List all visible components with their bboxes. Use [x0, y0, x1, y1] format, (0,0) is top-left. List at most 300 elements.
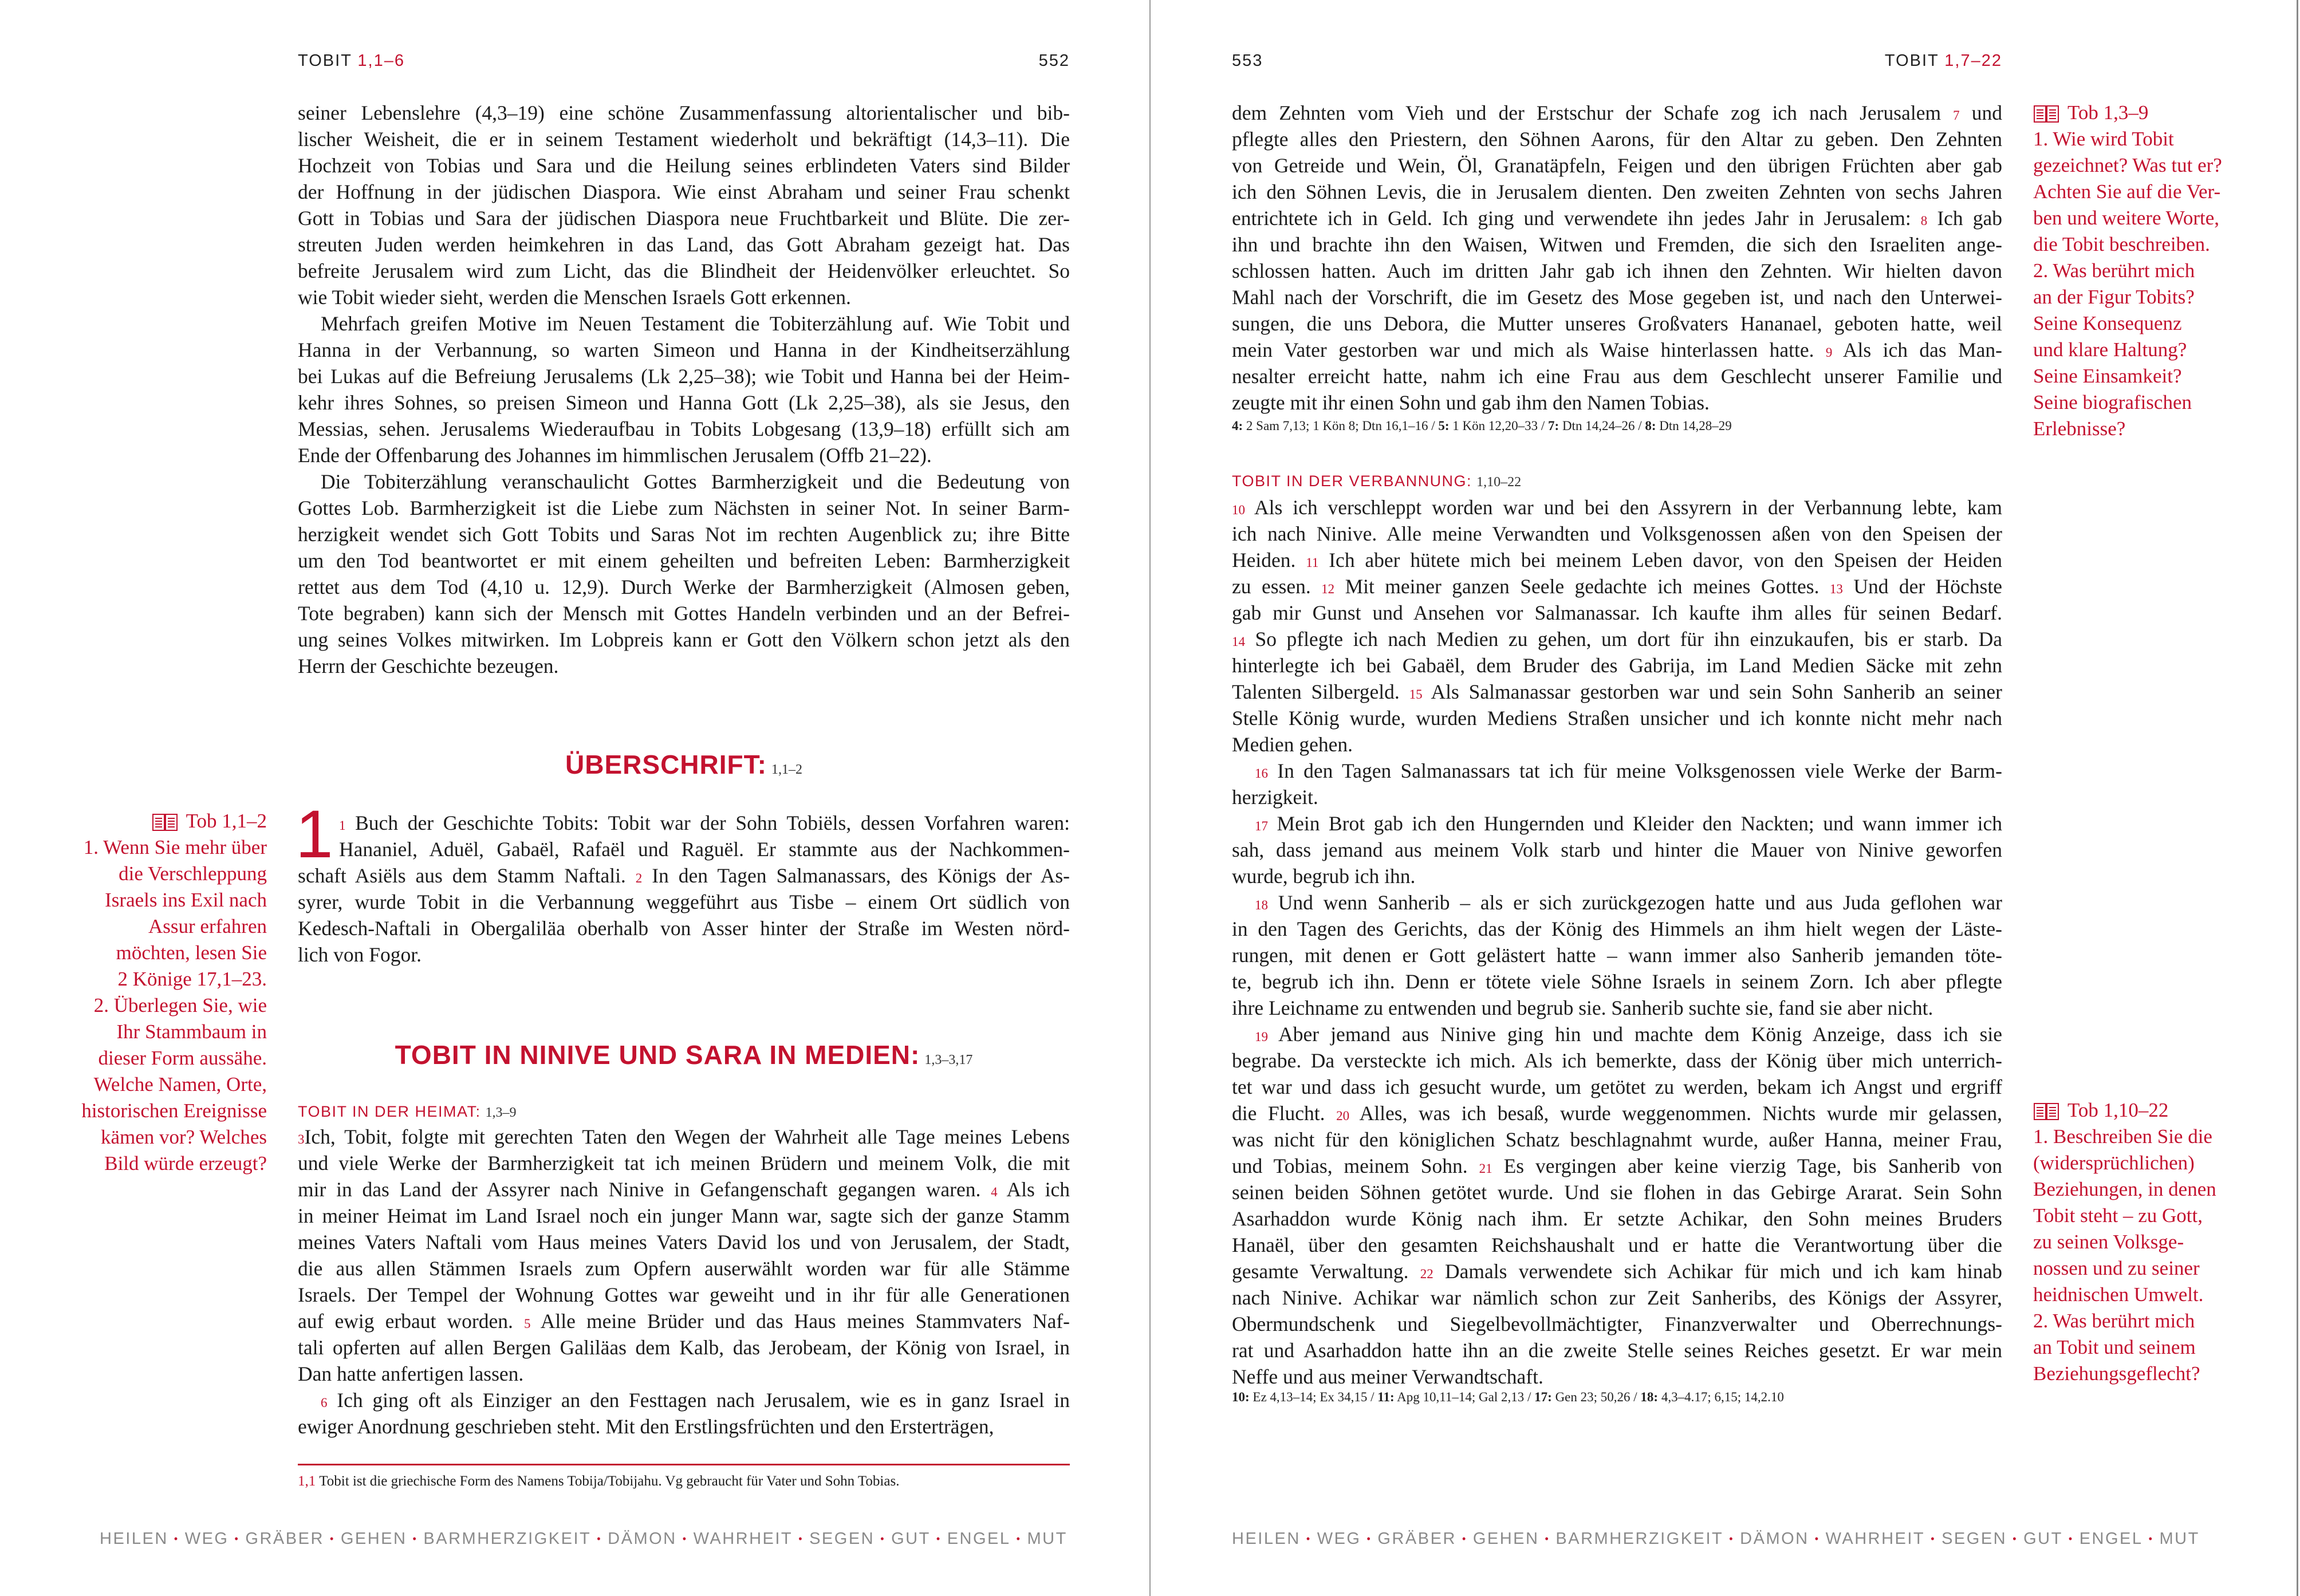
- book-title: TOBIT: [298, 52, 352, 70]
- line-text: lich von Fogor.: [298, 943, 422, 966]
- line-text: seinen beiden Söhnen getötet wurde. Und sie flohen in das Gebirge Ararat. Sein Sohn: [1232, 1181, 2002, 1204]
- line-text: zu essen.: [1232, 575, 1322, 598]
- sidebar-reference: [2033, 100, 2285, 126]
- footnote-divider: [298, 1464, 1070, 1465]
- text-line: [298, 1361, 1070, 1387]
- chapter-range: 1,1–6: [357, 52, 405, 70]
- verse-number: 2: [635, 871, 643, 885]
- text-line: [298, 547, 1070, 574]
- footer-keyword: WEG: [184, 1529, 229, 1548]
- text-line: [1232, 1284, 2002, 1311]
- line-text: Israels. Der Tempel der Wohnung Gottes war geweiht und in ihr für alle Generationen: [298, 1283, 1070, 1306]
- heading-title: ÜBERSCHRIFT:: [565, 750, 767, 779]
- text-line: [298, 126, 1070, 152]
- text-line: [298, 941, 1070, 968]
- text-line: [298, 442, 1070, 468]
- text-line: [1232, 1074, 2002, 1100]
- keyword-footer: [100, 1527, 1068, 1550]
- sidebar-question-line: Israels ins Exil nach: [105, 889, 267, 911]
- verse-number: 8: [1920, 214, 1928, 228]
- text-line: [1232, 863, 2002, 889]
- footer-keyword: HEILEN: [100, 1529, 168, 1548]
- verse-text: [1232, 494, 2002, 1390]
- text-line: [298, 1150, 1070, 1176]
- separator-dot: •: [174, 1532, 179, 1544]
- footer-keyword: HEILEN: [1232, 1529, 1301, 1548]
- text-line: [298, 653, 1070, 679]
- separator-dot: •: [1366, 1532, 1372, 1544]
- sidebar-question-line: Beziehungsgeflecht?: [2033, 1362, 2200, 1385]
- text-line: [298, 810, 1070, 836]
- line-text: Hochzeit von Tobias und Sara und die Heilung seines erblindeten Vaters sind Bilder: [298, 154, 1070, 177]
- ref-verse-label: 7:: [1548, 419, 1559, 433]
- text-line: [298, 1334, 1070, 1361]
- line-text: von Getreide und Wein, Öl, Granatäpfeln, Feigen und den übrigen Früchten aber gab: [1232, 154, 2002, 177]
- text-line: [298, 468, 1070, 495]
- text-line: [298, 231, 1070, 258]
- subheading: [298, 1100, 517, 1124]
- sidebar-question-line: Seine Konsequenz: [2033, 312, 2182, 334]
- line-text: In den Tagen Salmanassars, des Königs der As-: [642, 864, 1070, 887]
- sidebar-question-line: 2. Was berührt mich: [2033, 1310, 2195, 1332]
- line-text: gesamte Verwaltung.: [1232, 1260, 1420, 1283]
- text-line: [1232, 205, 2002, 231]
- sidebar-question-line: 1. Wenn Sie mehr über: [83, 836, 267, 858]
- sidebar-reference: [34, 808, 267, 834]
- text-line: [298, 258, 1070, 284]
- separator-dot: •: [234, 1532, 240, 1544]
- separator-dot: •: [597, 1532, 602, 1544]
- text-line: [1232, 968, 2002, 995]
- verse-number: 5: [524, 1317, 531, 1331]
- line-text: Tote begraben) kann sich der Mensch mit Gottes Handeln verbinden und an der Befrei-: [298, 602, 1070, 625]
- separator-dot: •: [329, 1532, 335, 1544]
- separator-dot: •: [1306, 1532, 1312, 1544]
- sidebar-question-line: an Tobit und seinem: [2033, 1336, 2196, 1358]
- line-text: wie Tobit wieder sieht, werden die Menschen Israels Gott erkennen.: [298, 286, 851, 309]
- line-text: syrer, wurde Tobit in die Verbannung weggeführt aus Tisbe – einem Ort südlich von: [298, 890, 1070, 913]
- open-book-icon: [2033, 104, 2059, 122]
- line-text: lischer Weisheit, die er in seinem Testament wiederholt und bekräftigt (14,3–11). Die: [298, 128, 1070, 151]
- text-line: [298, 862, 1070, 889]
- verse-number: 4: [991, 1185, 998, 1199]
- line-text: Gott in Tobias und Sara der jüdischen Diaspora neue Fruchtbarkeit und Blüte. Die zer-: [298, 207, 1070, 230]
- separator-dot: •: [682, 1532, 688, 1544]
- line-text: Hanaël, über den gesamten Reichshaushalt und er hatte die Verantwortung über die: [1232, 1234, 2002, 1256]
- sidebar-question-line: dieser Form aussähe.: [98, 1047, 267, 1069]
- text-line: [1232, 837, 2002, 863]
- line-text: te, begrub ich ihn. Denn er tötete viele Söhne Israels in seinem Zorn. Ich aber pflegte: [1232, 970, 2002, 993]
- text-line: [1232, 231, 2002, 258]
- line-text: Mein Brot gab ich den Hungernden und Kleider den Nackten; und wann immer ich: [1268, 812, 2002, 835]
- line-text: Ich aber hütete mich bei meinem Leben davor, von den Speisen der Heiden: [1318, 549, 2002, 572]
- text-line: [298, 1308, 1070, 1334]
- verse-number: 10: [1232, 503, 1245, 517]
- text-line: [1232, 1021, 2002, 1047]
- ref-text: 4,3–4.17; 6,15; 14,2.10: [1658, 1390, 1784, 1404]
- footer-keyword: GEHEN: [1472, 1529, 1539, 1548]
- verse-number: 9: [1825, 345, 1833, 360]
- line-text: und viele Werke der Barmherzigkeit tat ich meinen Brüdern und meinem Volk, die mit: [298, 1152, 1070, 1175]
- bible-reference: Tob 1,10–22: [2067, 1099, 2169, 1121]
- sidebar-question-line: Achten Sie auf die Ver-: [2033, 180, 2221, 203]
- text-line: [298, 1387, 1070, 1413]
- sidebar-question-line: gezeichnet? Was tut er?: [2033, 154, 2222, 176]
- text-line: [1232, 1232, 2002, 1258]
- text-line: [1232, 679, 2002, 705]
- line-text: mein Vater gestorben war und mich als Waise hinterlassen hatte.: [1232, 338, 1826, 361]
- line-text: rungen, mit denen er Gott gelästert hatte – wann immer also Sanherib jemanden töte-: [1232, 944, 2002, 967]
- sidebar-question-line: Beziehungen, in denen: [2033, 1178, 2216, 1200]
- text-line: [298, 521, 1070, 547]
- footer-keyword: BARMHERZIGKEIT: [423, 1529, 592, 1548]
- line-text: begrabe. Da versteckte ich mich. Als ich bemerkte, dass der König über mich unterrich-: [1232, 1049, 2002, 1072]
- text-line: [298, 310, 1070, 337]
- line-text: Buch der Geschichte Tobits: Tobit war der Sohn Tobiëls, dessen Vorfahren waren:: [345, 811, 1070, 834]
- text-line: [298, 337, 1070, 363]
- line-text: in den Tagen des Gerichts, das der König des Himmels an ihm hielt wegen der Läste-: [1232, 917, 2002, 940]
- ref-verse-label: 17:: [1534, 1390, 1552, 1404]
- page-gutter: [1149, 0, 1151, 1596]
- line-text: Es vergingen aber keine vierzig Tage, bis Sanherib von: [1492, 1154, 2002, 1177]
- sidebar-question-line: Bild würde erzeugt?: [104, 1152, 267, 1175]
- running-head-right: [1775, 49, 2002, 72]
- text-line: [298, 179, 1070, 205]
- ref-text: Apg 10,11–14; Gal 2,13 /: [1394, 1390, 1535, 1404]
- line-text: ihn und brachte ihn den Waisen, Witwen und Fremden, die sich den Israeliten ange-: [1232, 233, 2002, 256]
- text-line: [1232, 363, 2002, 389]
- text-line: [1232, 600, 2002, 626]
- line-text: ich nach Ninive. Alle meine Verwandten und Volksgenossen aßen von den Speisen der: [1232, 522, 2002, 545]
- subheading-title: TOBIT IN DER VERBANNUNG:: [1232, 472, 1472, 490]
- separator-dot: •: [2068, 1532, 2074, 1544]
- line-text: wurde, begrub ich ihn.: [1232, 865, 1416, 888]
- line-text: und Tobias, meinem Sohn.: [1232, 1154, 1479, 1177]
- footer-keyword: MUT: [1027, 1529, 1068, 1548]
- line-text: Obermundschenk und Siegelbevollmächtigter, Finanzverwalter und Oberrechnungs-: [1232, 1313, 2002, 1335]
- sidebar-question-line: möchten, lesen Sie: [116, 941, 267, 964]
- line-text: Damals verwendete sich Achikar für mich und ich kam hinab: [1433, 1260, 2002, 1283]
- text-line: [298, 205, 1070, 231]
- line-text: Gottes Lob. Barmherzigkeit ist die Liebe zum Nächsten in seiner Not. In seiner Barm-: [298, 496, 1070, 519]
- cross-references: [1232, 417, 1732, 435]
- text-line: [1232, 810, 2002, 837]
- line-text: ihre Leichname zu entwenden und begrub sie. Sanherib suchte sie, fand sie aber nicht.: [1232, 996, 1933, 1019]
- text-line: [1232, 152, 2002, 179]
- separator-dot: •: [798, 1532, 804, 1544]
- line-text: rettet aus dem Tod (4,10 u. 12,9). Durch Werke der Barmherzigkeit (Almosen geben,: [298, 576, 1070, 598]
- line-text: befreite Jerusalem wird zum Licht, das die Blindheit der Heidenvölker erleuchtet. So: [298, 259, 1070, 282]
- verse-number: 11: [1306, 555, 1319, 570]
- ref-verse-label: 5:: [1438, 419, 1450, 433]
- verse-number: 16: [1255, 766, 1268, 781]
- text-line: [298, 889, 1070, 915]
- verse-number: 14: [1232, 635, 1245, 649]
- line-text: sungen, die uns Debora, die Mutter unseres Großvaters Hananael, geboten hatte, weil: [1232, 312, 2002, 335]
- open-book-icon: [152, 812, 178, 830]
- verse-number: 15: [1409, 687, 1423, 702]
- line-text: die aus allen Stämmen Israels zum Opfern auserwählt worden war für alle Stämme: [298, 1257, 1070, 1280]
- verse-number: 22: [1420, 1267, 1433, 1281]
- ref-text: Ez 4,13–14; Ex 34,15 /: [1249, 1390, 1378, 1404]
- sidebar-question-line: historischen Ereignisse: [81, 1100, 267, 1122]
- text-line: [1232, 1047, 2002, 1074]
- text-line: [1232, 1337, 2002, 1364]
- text-line: [1232, 100, 2002, 126]
- bible-reference: Tob 1,3–9: [2067, 101, 2149, 124]
- sidebar-question-line: kämen vor? Welches: [100, 1126, 267, 1148]
- text-line: [1232, 547, 2002, 573]
- sidebar-question-line: Erlebnisse?: [2033, 417, 2126, 440]
- separator-dot: •: [1729, 1532, 1735, 1544]
- text-line: [298, 600, 1070, 626]
- text-line: [1232, 521, 2002, 547]
- footer-keyword: ENGEL: [2079, 1529, 2143, 1548]
- introduction-text: [298, 100, 1070, 679]
- verse-text: [1232, 100, 2002, 416]
- footer-keyword: WAHRHEIT: [1825, 1529, 1925, 1548]
- text-line: [298, 495, 1070, 521]
- footer-keyword: DÄMON: [608, 1529, 677, 1548]
- ref-verse-label: 4:: [1232, 419, 1243, 433]
- line-text: Kedesch-Naftali in Obergaliläa oberhalb von Asser hinter der Straße im Westen nörd-: [298, 917, 1070, 940]
- text-line: [298, 1229, 1070, 1255]
- text-line: [1232, 1205, 2002, 1232]
- line-text: Und wenn Sanherib – als er sich zurückgezogen hatte und aus Juda geflohen war: [1268, 891, 2002, 914]
- subheading: [1232, 470, 1521, 494]
- footer-keyword: GRÄBER: [1377, 1529, 1456, 1548]
- study-sidebar: [34, 808, 267, 1177]
- line-text: was nicht für den königlichen Schatz beschlagnahmt wurde, außer Hanna, meiner Frau,: [1232, 1128, 2002, 1151]
- text-line: [298, 100, 1070, 126]
- text-line: [1232, 1179, 2002, 1205]
- line-text: Und der Höchste: [1842, 575, 2002, 598]
- heading-ref: 1,3–3,17: [924, 1053, 973, 1067]
- verse-number: 13: [1829, 582, 1843, 596]
- text-line: [298, 1124, 1070, 1150]
- line-text: tali opferten auf allen Bergen Galiläas dem Kalb, das Jerobeam, der König von Israel, in: [298, 1336, 1070, 1359]
- line-text: entrichtete ich in Geld. Ich ging und verwendete ihn jedes Jahr in Jerusalem:: [1232, 207, 1921, 230]
- text-line: [298, 152, 1070, 179]
- text-line: [1232, 389, 2002, 416]
- sidebar-question-line: 2. Was berührt mich: [2033, 259, 2195, 282]
- footnote: [298, 1472, 899, 1491]
- sidebar-question-line: Seine biografischen: [2033, 391, 2192, 413]
- study-sidebar: [2033, 100, 2285, 442]
- separator-dot: •: [1931, 1532, 1936, 1544]
- verse-number: 7: [1953, 108, 1960, 123]
- text-line: [1232, 494, 2002, 521]
- sidebar-question-line: 1. Wie wird Tobit: [2033, 128, 2174, 150]
- footer-keyword: GRÄBER: [245, 1529, 324, 1548]
- footer-keyword: DÄMON: [1740, 1529, 1809, 1548]
- text-line: [1232, 784, 2002, 810]
- text-line: [1232, 758, 2002, 784]
- text-line: [1232, 889, 2002, 916]
- subheading-ref: 1,3–9: [485, 1105, 517, 1120]
- line-text: Asarhaddon wurde König nach ihm. Er setzte Achikar, den Sohn meines Bruders: [1232, 1207, 2002, 1230]
- ref-verse-label: 10:: [1232, 1390, 1250, 1404]
- running-head-left: [298, 49, 405, 72]
- line-text: rat und Asarhaddon hatte ihn an die zweite Stelle seines Reiches gesetzt. Er war mein: [1232, 1339, 2002, 1362]
- sidebar-question-line: Welche Namen, Orte,: [93, 1073, 267, 1095]
- verse-number: 17: [1255, 819, 1268, 833]
- separator-dot: •: [1545, 1532, 1550, 1544]
- heading-ref: 1,1–2: [771, 762, 802, 777]
- line-text: In den Tagen Salmanassars tat ich für meine Volksgenossen viele Werke der Barm-: [1268, 759, 2002, 782]
- line-text: Ich, Tobit, folgte mit gerechten Taten den Wegen der Wahrheit alle Tage meines Lebens: [304, 1125, 1070, 1148]
- text-line: [1232, 258, 2002, 284]
- chapter-number: 1: [296, 797, 333, 872]
- line-text: ich den Söhnen Levis, die in Jerusalem dienten. Den zweiten Zehnten von sechs Jahren: [1232, 180, 2002, 203]
- sidebar-question-line: Assur erfahren: [148, 915, 267, 937]
- line-text: gab mir Gunst und Ansehen vor Salmanassar. Ich kaufte ihm alles für seinen Bedarf.: [1232, 601, 2002, 624]
- section-heading: [298, 749, 1070, 780]
- line-text: herzigkeit.: [1232, 786, 1318, 809]
- footer-keyword: SEGEN: [1941, 1529, 2007, 1548]
- line-text: schlossen hatten. Auch im dritten Jahr gab ich ihnen den Zehnten. Wir hielten davon: [1232, 259, 2002, 282]
- line-text: zeugte mit ihr einen Sohn und gab ihm den Namen Tobias.: [1232, 391, 1710, 414]
- line-text: um den Tod beantwortet er mit einem geheilten und befreiten Leben: Barmherzigkeit: [298, 549, 1070, 572]
- line-text: dem Zehnten vom Vieh und der Erstschur der Schafe zog ich nach Jerusalem: [1232, 101, 1954, 124]
- sidebar-question-line: 2 Könige 17,1–23.: [117, 968, 267, 990]
- text-line: [1232, 916, 2002, 942]
- sidebar-question-line: die Verschleppung: [119, 862, 267, 885]
- sidebar-question-line: Ihr Stammbaum in: [116, 1020, 267, 1043]
- separator-dot: •: [880, 1532, 885, 1544]
- text-line: [298, 574, 1070, 600]
- separator-dot: •: [412, 1532, 418, 1544]
- text-line: [298, 915, 1070, 941]
- cross-references: [1232, 1388, 1784, 1406]
- line-text: in meiner Heimat im Land Israel noch ein junger Mann war, sagte sich der ganze Stamm: [298, 1204, 1070, 1227]
- heading-title: TOBIT IN NINIVE UND SARA IN MEDIEN:: [395, 1040, 920, 1070]
- line-text: tet war und dass ich gesucht wurde, um getötet zu werden, bekam ich Angst und ergriff: [1232, 1075, 2002, 1098]
- book-title: TOBIT: [1884, 52, 1939, 70]
- line-text: herzigkeit wendet sich Gott Tobits und Saras Not im rechten Augenblick zu; ihre Bitte: [298, 523, 1070, 546]
- line-text: schaft Asiëls aus dem Stamm Naftali.: [298, 864, 636, 887]
- line-text: Herrn der Geschichte bezeugen.: [298, 655, 559, 677]
- text-line: [1232, 652, 2002, 679]
- line-text: sah, dass jemand aus meinem Volk starb und hinter die Mauer von Ninive geworfen: [1232, 838, 2002, 861]
- line-text: Mahl nach der Vorschrift, die im Gesetz des Mose gegeben ist, und nach den Unterwei-: [1232, 286, 2002, 309]
- text-line: [298, 1282, 1070, 1308]
- sidebar-question-line: heidnischen Umwelt.: [2033, 1283, 2204, 1306]
- text-line: [1232, 1126, 2002, 1153]
- line-text: Dan hatte anfertigen lassen.: [298, 1362, 524, 1385]
- line-text: und: [1959, 101, 2002, 124]
- separator-dot: •: [1016, 1532, 1022, 1544]
- verse-text: [298, 1124, 1070, 1440]
- open-book-icon: [2033, 1101, 2059, 1120]
- line-text: Talenten Silbergeld.: [1232, 680, 1409, 703]
- line-text: Hananiel, Aduël, Gabaël, Rafaël und Raguël. Er stammte aus der Nachkommen-: [339, 838, 1070, 861]
- sidebar-reference: [2033, 1097, 2285, 1124]
- line-text: bei Lukas auf die Befreiung Jerusalems (Lk 2,25–38); wie Tobit und Hanna bei der Heim-: [298, 365, 1070, 388]
- sidebar-question-line: 2. Überlegen Sie, wie: [93, 994, 267, 1016]
- text-line: [298, 1413, 1070, 1440]
- text-line: [298, 363, 1070, 389]
- text-line: [298, 416, 1070, 442]
- ref-text: Dtn 14,28–29: [1656, 419, 1732, 433]
- verse-number: 21: [1479, 1161, 1492, 1176]
- verse-number: 6: [321, 1396, 328, 1410]
- line-text: meines Vaters Naftali vom Haus meines Vaters David los und von Jerusalem, der Stadt,: [298, 1231, 1070, 1254]
- sidebar-question-line: Tobit steht – zu Gott,: [2033, 1204, 2203, 1227]
- text-line: [1232, 573, 2002, 600]
- line-text: Heiden.: [1232, 549, 1306, 572]
- line-text: der Hoffnung in der jüdischen Diaspora. Wie einst Abraham und seiner Frau schenkt: [298, 180, 1070, 203]
- sidebar-question-line: 1. Beschreiben Sie die: [2033, 1125, 2212, 1148]
- chapter-range: 1,7–22: [1944, 52, 2002, 70]
- line-text: pflegte alles den Priestern, den Söhnen Aarons, für den Altar zu geben. Den Zehnten: [1232, 128, 2002, 151]
- text-line: [298, 389, 1070, 416]
- subheading-ref: 1,10–22: [1476, 475, 1522, 490]
- line-text: Ende der Offenbarung des Johannes im himmlischen Jerusalem (Offb 21–22).: [298, 444, 932, 467]
- line-text: die Flucht.: [1232, 1102, 1337, 1125]
- line-text: Hanna in der Verbannung, so warten Simeon und Hanna in der Kindheitserzählung: [298, 338, 1070, 361]
- line-text: So pflegte ich nach Medien zu gehen, um dort für ihn einzukaufen, bis er starb. Da: [1245, 628, 2002, 651]
- text-line: [1232, 1100, 2002, 1126]
- line-text: ung seines Volkes mitwirken. Im Lobpreis kann er Gott den Völkern schon jetzt als den: [298, 628, 1070, 651]
- line-text: Ich gab: [1927, 207, 2002, 230]
- page-number: 552: [1038, 52, 1070, 70]
- sidebar-question-line: an der Figur Tobits?: [2033, 286, 2195, 308]
- footer-keyword: GUT: [891, 1529, 931, 1548]
- sidebar-question-line: (widersprüchlichen): [2033, 1152, 2195, 1174]
- separator-dot: •: [1462, 1532, 1467, 1544]
- ref-verse-label: 11:: [1377, 1390, 1395, 1404]
- separator-dot: •: [936, 1532, 942, 1544]
- verse-number: 18: [1255, 898, 1268, 912]
- ref-verse-label: 18:: [1640, 1390, 1659, 1404]
- separator-dot: •: [2148, 1532, 2154, 1544]
- line-text: Neffe und aus meiner Verwandtschaft.: [1232, 1365, 1543, 1388]
- footer-keyword: ENGEL: [947, 1529, 1011, 1548]
- ref-text: Gen 23; 50,26 /: [1551, 1390, 1641, 1404]
- footnote-ref: 1,1: [298, 1473, 316, 1489]
- ref-verse-label: 8:: [1645, 419, 1656, 433]
- text-line: [1232, 1311, 2002, 1337]
- line-text: Alle meine Brüder und das Haus meines Stammvaters Naf-: [530, 1310, 1070, 1333]
- subheading-title: TOBIT IN DER HEIMAT:: [298, 1103, 481, 1120]
- ref-text: 2 Sam 7,13; 1 Kön 8; Dtn 16,1–16 /: [1243, 419, 1439, 433]
- line-text: Als ich das Man-: [1832, 338, 2002, 361]
- text-line: [1232, 337, 2002, 363]
- line-text: Alles, was ich besaß, wurde weggenommen. Nichts wurde mir gelassen,: [1349, 1102, 2002, 1125]
- line-text: hinterlegte ich bei Gabaël, dem Bruder des Gabrija, im Land Medien Säcke mit zehn: [1232, 654, 2002, 677]
- sidebar-question-line: ben und weitere Worte,: [2033, 207, 2220, 229]
- text-line: [1232, 995, 2002, 1021]
- text-line: [1232, 1258, 2002, 1284]
- page-number: 553: [1232, 52, 1263, 70]
- ref-text: Dtn 14,24–26 /: [1559, 419, 1645, 433]
- line-text: kehr ihres Sohnes, so preisen Simeon und Hanna Gott (Lk 2,25–38), als sie Jesus, den: [298, 391, 1070, 414]
- line-text: Messias, sehen. Jerusalems Wiederaufbau in Tobits Lobgesang (13,9–18) erfüllt sich am: [298, 417, 1070, 440]
- line-text: Als ich: [997, 1178, 1070, 1201]
- line-text: auf ewig erbaut worden.: [298, 1310, 525, 1333]
- verse-number: 3: [298, 1132, 305, 1146]
- study-sidebar: [2033, 1097, 2285, 1387]
- line-text: Mit meiner ganzen Seele gedachte ich meines Gottes.: [1334, 575, 1830, 598]
- text-line: [1232, 731, 2002, 758]
- footer-keyword: GEHEN: [340, 1529, 407, 1548]
- sidebar-question-line: zu seinen Volksge-: [2033, 1231, 2184, 1253]
- separator-dot: •: [2013, 1532, 2018, 1544]
- footer-keyword: WAHRHEIT: [693, 1529, 793, 1548]
- footnote-text: Tobit ist die griechische Form des Namens Tobija/Tobijahu. Vg gebraucht für Vater und Sohn Tobias.: [319, 1473, 900, 1489]
- footer-keyword: SEGEN: [809, 1529, 875, 1548]
